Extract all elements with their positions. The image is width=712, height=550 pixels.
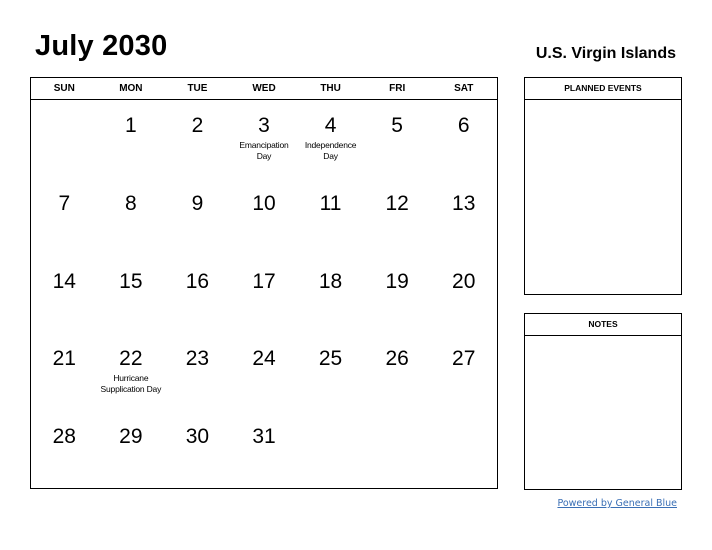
day-cell bbox=[98, 256, 165, 334]
day-cell bbox=[164, 256, 231, 334]
day-number: 30 bbox=[185, 425, 210, 449]
empty-day-cell bbox=[430, 411, 497, 489]
day-cell bbox=[430, 256, 497, 334]
day-number: 13 bbox=[452, 191, 476, 215]
day-number: 8 bbox=[125, 191, 137, 215]
day-cell bbox=[231, 256, 298, 334]
day-number: 6 bbox=[457, 114, 470, 137]
day-cell bbox=[98, 411, 165, 489]
weekday-sat: SAT bbox=[454, 83, 474, 94]
day-number: 21 bbox=[52, 347, 76, 371]
weekday-header-row bbox=[31, 78, 497, 100]
day-number: 18 bbox=[318, 269, 343, 293]
day-cell bbox=[364, 178, 431, 256]
day-cell bbox=[31, 256, 98, 334]
day-number: 20 bbox=[452, 269, 476, 293]
day-cell bbox=[31, 178, 98, 256]
day-cell bbox=[231, 411, 298, 489]
weekday-wed: WED bbox=[252, 83, 276, 94]
day-number: 2 bbox=[191, 114, 204, 137]
powered-by-link[interactable]: Powered by General Blue bbox=[557, 498, 677, 509]
day-cell bbox=[231, 178, 298, 256]
day-cell bbox=[98, 333, 165, 411]
day-cell bbox=[297, 333, 364, 411]
holiday-label: Emancipation Day bbox=[239, 140, 289, 161]
day-number: 16 bbox=[185, 269, 210, 293]
day-number: 23 bbox=[185, 347, 210, 371]
month-calendar bbox=[30, 77, 498, 489]
day-number: 12 bbox=[385, 191, 409, 215]
day-number: 11 bbox=[319, 191, 342, 215]
day-cell bbox=[164, 100, 231, 178]
day-number: 3 bbox=[258, 114, 270, 137]
day-number: 28 bbox=[52, 425, 76, 449]
day-number: 22 bbox=[119, 347, 143, 371]
day-number: 31 bbox=[252, 425, 276, 449]
notes-heading: NOTES bbox=[525, 314, 681, 336]
day-cell bbox=[164, 333, 231, 411]
day-cell bbox=[297, 178, 364, 256]
day-cell bbox=[297, 256, 364, 334]
day-cell bbox=[231, 333, 298, 411]
day-cell bbox=[430, 178, 497, 256]
empty-day-cell bbox=[31, 100, 98, 178]
day-cell bbox=[231, 100, 298, 178]
day-number: 14 bbox=[52, 269, 76, 293]
day-number: 9 bbox=[191, 191, 204, 215]
empty-day-cell bbox=[297, 411, 364, 489]
day-number: 10 bbox=[252, 191, 276, 215]
page-title: July 2030 bbox=[35, 30, 168, 62]
holiday-label: Independence Day bbox=[304, 140, 357, 161]
day-number: 25 bbox=[318, 347, 343, 371]
day-number: 27 bbox=[452, 347, 476, 371]
day-cell bbox=[364, 100, 431, 178]
day-cell bbox=[31, 411, 98, 489]
day-cell bbox=[364, 256, 431, 334]
weekday-sun: SUN bbox=[53, 83, 75, 94]
day-cell bbox=[98, 100, 165, 178]
day-grid bbox=[31, 100, 497, 489]
day-number: 29 bbox=[119, 425, 143, 449]
holiday-label: Hurricane Supplication Day bbox=[100, 373, 162, 395]
day-number: 26 bbox=[385, 347, 409, 371]
day-number: 5 bbox=[391, 114, 403, 137]
day-cell bbox=[31, 333, 98, 411]
day-number: 7 bbox=[58, 191, 71, 215]
day-cell bbox=[164, 178, 231, 256]
day-number: 4 bbox=[324, 114, 337, 137]
weekday-thu: THU bbox=[320, 83, 341, 94]
day-cell bbox=[364, 333, 431, 411]
day-number: 1 bbox=[125, 114, 137, 137]
day-number: 19 bbox=[385, 269, 409, 293]
day-cell bbox=[164, 411, 231, 489]
day-cell bbox=[430, 100, 497, 178]
day-number: 15 bbox=[119, 269, 143, 293]
day-number: 17 bbox=[252, 269, 276, 293]
planned-events-heading: PLANNED EVENTS bbox=[525, 78, 681, 100]
weekday-mon: MON bbox=[119, 83, 143, 94]
region-label: U.S. Virgin Islands bbox=[535, 45, 676, 62]
weekday-tue: TUE bbox=[187, 83, 208, 94]
day-cell bbox=[98, 178, 165, 256]
notes-panel bbox=[524, 313, 682, 490]
day-number: 24 bbox=[252, 347, 276, 371]
weekday-fri: FRI bbox=[389, 83, 406, 94]
day-cell bbox=[297, 100, 364, 178]
planned-events-panel bbox=[524, 77, 682, 295]
empty-day-cell bbox=[364, 411, 431, 489]
day-cell bbox=[430, 333, 497, 411]
